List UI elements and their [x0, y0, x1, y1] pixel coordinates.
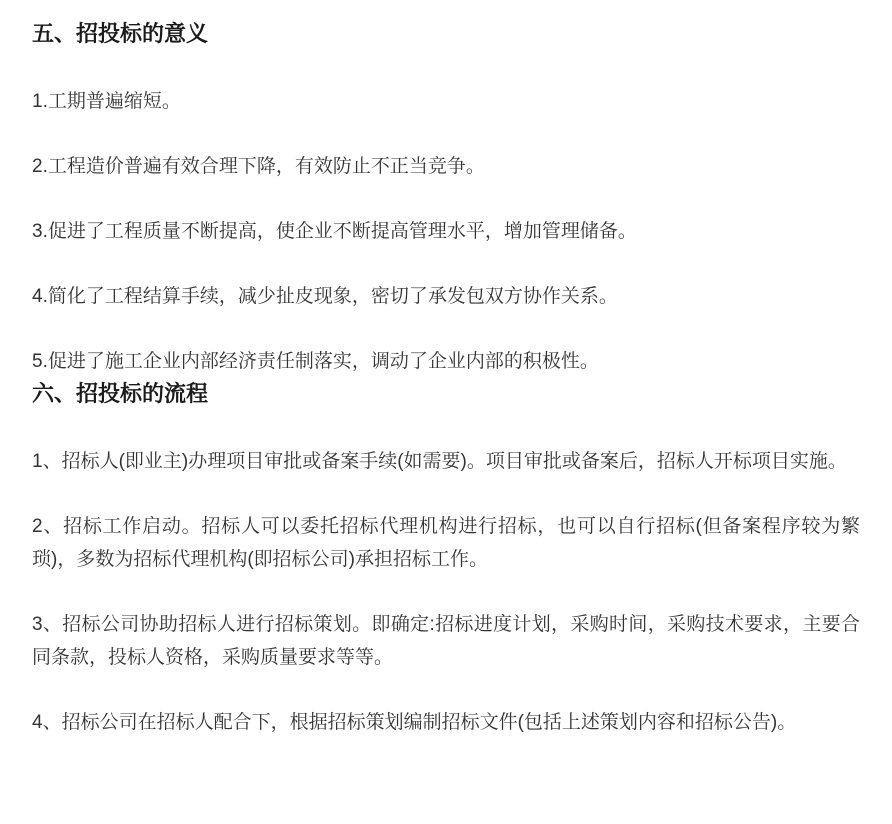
- paragraph-significance-3: 3.促进了工程质量不断提高，使企业不断提高管理水平，增加管理储备。: [32, 221, 637, 242]
- section-process: [32, 378, 860, 739]
- paragraph-process-3: 3、招标公司协助招标人进行招标策划。即确定:招标进度计划，采购时间，采购技术要求，主要合同条款，投标人资格，采购质量要求等等。: [32, 614, 860, 668]
- section-heading-process: 六、招投标的流程: [32, 381, 209, 406]
- section-significance: [32, 18, 860, 378]
- section-heading-significance: 五、招投标的意义: [32, 21, 209, 46]
- paragraph-process-2: 2、招标工作启动。招标人可以委托招标代理机构进行招标，也可以自行招标(但备案程序较为繁琐)，多数为招标代理机构(即招标公司)承担招标工作。: [32, 516, 860, 570]
- paragraph-process-4: 4、招标公司在招标人配合下，根据招标策划编制招标文件(包括上述策划内容和招标公告)。: [32, 712, 797, 733]
- paragraph-significance-1: 1.工期普遍缩短。: [32, 91, 181, 112]
- paragraph-significance-2: 2.工程造价普遍有效合理下降，有效防止不正当竞争。: [32, 156, 485, 177]
- paragraph-significance-4: 4.简化了工程结算手续，减少扯皮现象，密切了承发包双方协作关系。: [32, 286, 618, 307]
- paragraph-significance-5: 5.促进了施工企业内部经济责任制落实，调动了企业内部的积极性。: [32, 351, 599, 372]
- paragraph-process-1: 1、招标人(即业主)办理项目审批或备案手续(如需要)。项目审批或备案后，招标人开标项目实施。: [32, 451, 847, 472]
